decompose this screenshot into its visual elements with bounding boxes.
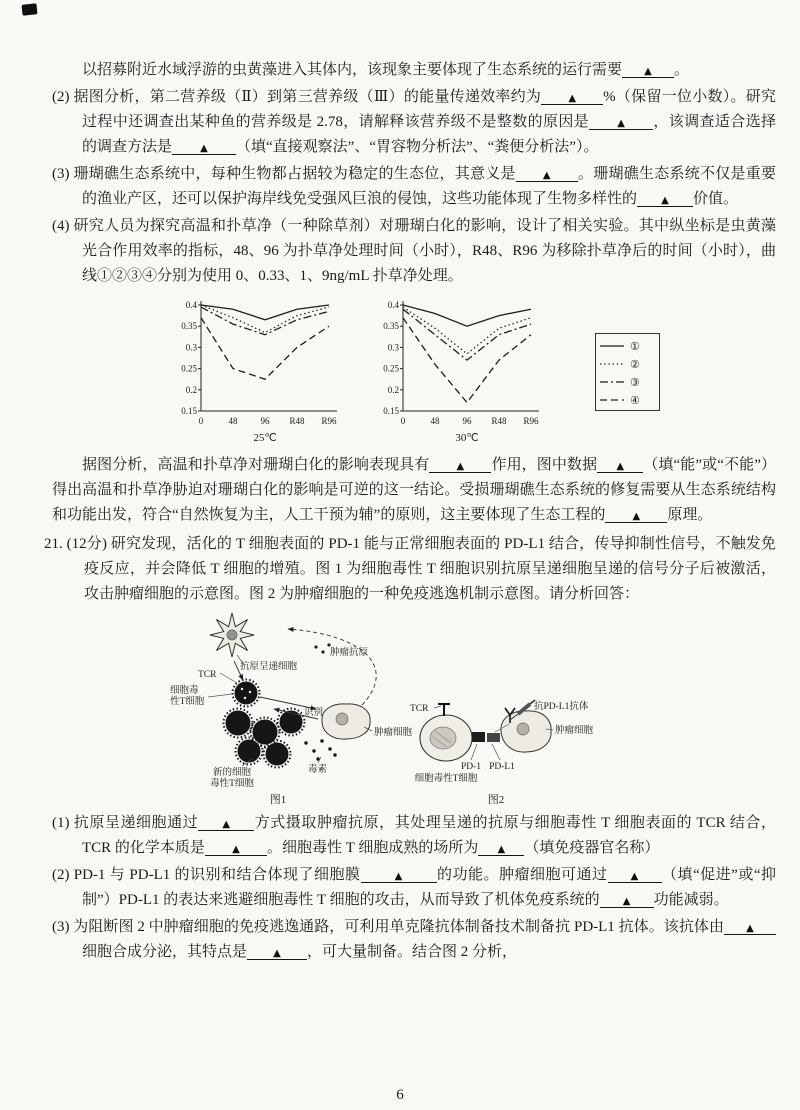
curve-④ bbox=[201, 318, 329, 380]
legend-label: ④ bbox=[630, 395, 640, 407]
blank-triangle: ▲ bbox=[568, 93, 577, 104]
x-tick-label: 96 bbox=[462, 416, 472, 426]
curve-③ bbox=[403, 309, 531, 360]
blank-triangle: ▲ bbox=[200, 143, 208, 154]
page-content bbox=[44, 58, 777, 967]
x-tick-label: R96 bbox=[523, 416, 539, 426]
paragraph: (3) 为阻断图 2 中肿瘤细胞的免疫逃逸通路，可利用单克隆抗体制备技术制备抗 PD-L1 抗体。该抗体由 ▲细胞合成分泌，其特点是 ▲ ，可大量制备。结合图 2 分析， bbox=[52, 915, 776, 965]
answer-blank bbox=[205, 841, 267, 856]
label-ctl-fig2: 细胞毒性T细胞 bbox=[414, 774, 478, 784]
blank-triangle: ▲ bbox=[394, 871, 403, 882]
y-tick-label: 0.3 bbox=[387, 342, 399, 353]
curve-② bbox=[201, 305, 329, 333]
paragraph: 21. (12分) 研究发现，活化的 T 细胞表面的 PD-1 能与正常细胞表面的 PD-L1 结合，传导抑制性信号，不触发免疫反应，并会降低 T 细胞的增殖。图 1 为细胞毒性 T 细胞识别抗原呈递细胞呈递的信号分子后被激活，攻击肿瘤细胞的示意图。图 2 为肿瘤细胞的一种免疫逃逸机制示意图。请分析回答： bbox=[44, 536, 776, 602]
label-antibody: 抗PD-L1抗体 bbox=[534, 702, 589, 712]
scan-artifact bbox=[21, 3, 37, 16]
blank-triangle: ▲ bbox=[746, 923, 754, 934]
tumor-nucleus-fig1 bbox=[336, 713, 348, 725]
legend-label: ① bbox=[630, 341, 640, 353]
label-ctl-line2: 性T细胞 bbox=[170, 697, 205, 707]
blank-triangle: ▲ bbox=[222, 819, 231, 830]
question-20-section bbox=[52, 58, 776, 289]
y-tick-label: 0.15 bbox=[181, 406, 197, 416]
paragraph: 以招募附近水域浮游的虫黄藻进入其体内，该现象主要体现了生态系统的运行需要 ▲ 。 bbox=[82, 62, 690, 78]
label-recognize: 识别 bbox=[304, 708, 324, 718]
label-apc: 抗原呈递细胞 bbox=[240, 662, 298, 672]
label-tumor-cell-fig2: 肿瘤细胞 bbox=[555, 726, 594, 736]
curve-③ bbox=[201, 307, 329, 335]
page-number: 6 bbox=[396, 1087, 404, 1103]
figure2-diagram bbox=[410, 700, 594, 806]
apc-nucleus bbox=[227, 630, 237, 640]
blank-triangle: ▲ bbox=[456, 461, 465, 472]
answer-blank bbox=[541, 90, 603, 105]
paragraph: (2) 据图分析，第二营养级（Ⅱ）到第三营养级（Ⅲ）的能量传递效率约为 ▲ %（保留一位小数）。研究过程中还调查出某种鱼的营养级是 2.78，请解释该营养级不是整数的原因是 ▲ ，该调查适合选择的调查方法是 ▲ （填“直接观察法”、“胃容物分析法”、“粪便分析法”）。 bbox=[52, 89, 777, 155]
label-new-ctl-line1: 新的细胞 bbox=[212, 768, 252, 778]
y-tick-label: 0.15 bbox=[383, 406, 399, 416]
blank-triangle: ▲ bbox=[617, 118, 625, 129]
y-tick-label: 0.25 bbox=[383, 363, 399, 374]
x-tick-label: 96 bbox=[260, 416, 270, 426]
blank-triangle: ▲ bbox=[630, 871, 639, 882]
question-21-subquestions bbox=[52, 811, 776, 965]
figure-svg bbox=[94, 611, 734, 809]
figure1-caption: 图1 bbox=[269, 794, 287, 806]
label-new-ctl-line2: 毒性T细胞 bbox=[210, 779, 254, 789]
curve-① bbox=[403, 305, 531, 326]
figure1-diagram bbox=[170, 613, 413, 806]
blank-triangle: ▲ bbox=[622, 896, 631, 907]
line-chart-30c bbox=[369, 297, 559, 449]
answer-blank bbox=[198, 816, 254, 831]
x-tick-label: R48 bbox=[289, 416, 305, 426]
y-tick-label: 0.3 bbox=[185, 342, 197, 353]
pdl1-block bbox=[487, 733, 500, 742]
paragraph: (4) 研究人员为探究高温和扑草净（一种除草剂）对珊瑚白化的影响，设计了相关实验。其中纵坐标是虫黄藻光合作用效率的指标，48、96 为扑草净处理时间（小时），R48、R96 为移除扑草净后的时间（小时），曲线①②③④分别为使用 0、0.33、1、9ng/mL 扑草净处理。 bbox=[52, 218, 776, 284]
y-tick-label: 0.35 bbox=[383, 321, 399, 332]
blank-triangle: ▲ bbox=[542, 170, 551, 181]
answer-blank bbox=[724, 920, 776, 935]
y-tick-label: 0.4 bbox=[387, 300, 399, 310]
blank-triangle: ▲ bbox=[616, 461, 625, 472]
answer-blank bbox=[597, 458, 643, 473]
tumor-nucleus-fig2 bbox=[517, 723, 529, 735]
answer-blank bbox=[605, 508, 667, 523]
x-tick-label: 48 bbox=[430, 416, 440, 426]
x-tick-label: R96 bbox=[321, 416, 337, 426]
answer-blank bbox=[478, 841, 524, 856]
label-toxin: 毒素 bbox=[308, 765, 328, 775]
figure2-caption: 图2 bbox=[487, 794, 505, 806]
line-chart-25c bbox=[167, 297, 357, 449]
answer-blank bbox=[429, 458, 491, 473]
y-tick-label: 0.2 bbox=[185, 384, 197, 395]
answer-blank bbox=[247, 945, 307, 960]
blank-triangle: ▲ bbox=[632, 511, 641, 522]
legend-label: ② bbox=[630, 359, 640, 371]
answer-blank bbox=[361, 868, 437, 883]
x-tick-label: 0 bbox=[198, 416, 204, 426]
label-tcr-fig1: TCR bbox=[198, 670, 217, 680]
y-tick-label: 0.25 bbox=[181, 363, 197, 374]
blank-triangle: ▲ bbox=[273, 948, 281, 959]
label-tumor-cell-fig1: 肿瘤细胞 bbox=[374, 728, 413, 738]
antigen-dots bbox=[314, 643, 330, 653]
label-tcr-fig2: TCR bbox=[410, 704, 429, 714]
label-ctl-line1: 细胞毒 bbox=[170, 686, 199, 696]
figure-block bbox=[52, 611, 776, 809]
answer-blank bbox=[622, 63, 674, 78]
chart-caption: 30℃ bbox=[455, 432, 479, 444]
pd1-block bbox=[472, 732, 485, 742]
x-tick-label: R48 bbox=[491, 416, 507, 426]
blank-triangle: ▲ bbox=[644, 66, 652, 77]
paragraph: 据图分析，高温和扑草净对珊瑚白化的影响表现具有 ▲ 作用，图中数据 ▲ （填“能”或“不能”）得出高温和扑草净胁迫对珊瑚白化的影响是可逆的这一结论。受损珊瑚礁生态系统的修复需要从生态系统结构和功能出发，符合“自然恢复为主，人工干预为辅”的原则，这主要体现了生态工程的 ▲ 原理。 bbox=[52, 457, 776, 523]
chart-legend bbox=[595, 333, 661, 413]
paragraph: (3) 珊瑚礁生态系统中，每种生物都占据较为稳定的生态位，其意义是 ▲ 。珊瑚礁生态系统不仅是重要的渔业产区，还可以保护海岸线免受强风巨浪的侵蚀，这些功能体现了生物多样性的 ▲ 价值。 bbox=[52, 166, 776, 207]
blank-triangle: ▲ bbox=[232, 844, 240, 855]
paragraph: (1) 抗原呈递细胞通过 ▲ 方式摄取肿瘤抗原，其处理呈递的抗原与细胞毒性 T 细胞表面的 TCR 结合，TCR 的化学本质是 ▲ 。细胞毒性 T 细胞成熟的场所为 ▲ （填免疫器官名称） bbox=[52, 815, 776, 856]
x-tick-label: 48 bbox=[228, 416, 238, 426]
y-tick-label: 0.35 bbox=[181, 321, 197, 332]
label-pdl1: PD-L1 bbox=[489, 762, 515, 772]
legend-label: ③ bbox=[630, 377, 640, 389]
chart-caption: 25℃ bbox=[253, 432, 277, 444]
answer-blank bbox=[600, 893, 654, 908]
tcr-receptor-icon bbox=[438, 704, 450, 716]
blank-triangle: ▲ bbox=[497, 844, 506, 855]
chart-block bbox=[52, 297, 776, 449]
antigen-release-dashed-arrow bbox=[288, 629, 376, 705]
y-tick-label: 0.4 bbox=[185, 300, 197, 310]
x-tick-label: 0 bbox=[400, 416, 406, 426]
answer-blank bbox=[516, 167, 578, 182]
y-tick-label: 0.2 bbox=[387, 384, 399, 395]
answer-blank bbox=[589, 115, 653, 130]
analysis-and-question-21-intro bbox=[44, 453, 776, 607]
answer-blank bbox=[608, 868, 662, 883]
label-tumor-antigen: 肿瘤抗原 bbox=[330, 648, 369, 658]
legend-border bbox=[596, 334, 660, 411]
blank-triangle: ▲ bbox=[661, 195, 669, 206]
paragraph: (2) PD-1 与 PD-L1 的识别和结合体现了细胞膜 ▲ 的功能。肿瘤细胞可通过 ▲ （填“促进”或“抑制”）PD-L1 的表达来逃避细胞毒性 T 细胞的攻击，从而导致了机体免疫系统的 ▲ 功能减弱。 bbox=[52, 867, 776, 908]
label-pd1: PD-1 bbox=[460, 762, 482, 772]
cytotoxic-t-cells bbox=[224, 680, 305, 768]
answer-blank bbox=[172, 140, 236, 155]
answer-blank bbox=[637, 192, 693, 207]
